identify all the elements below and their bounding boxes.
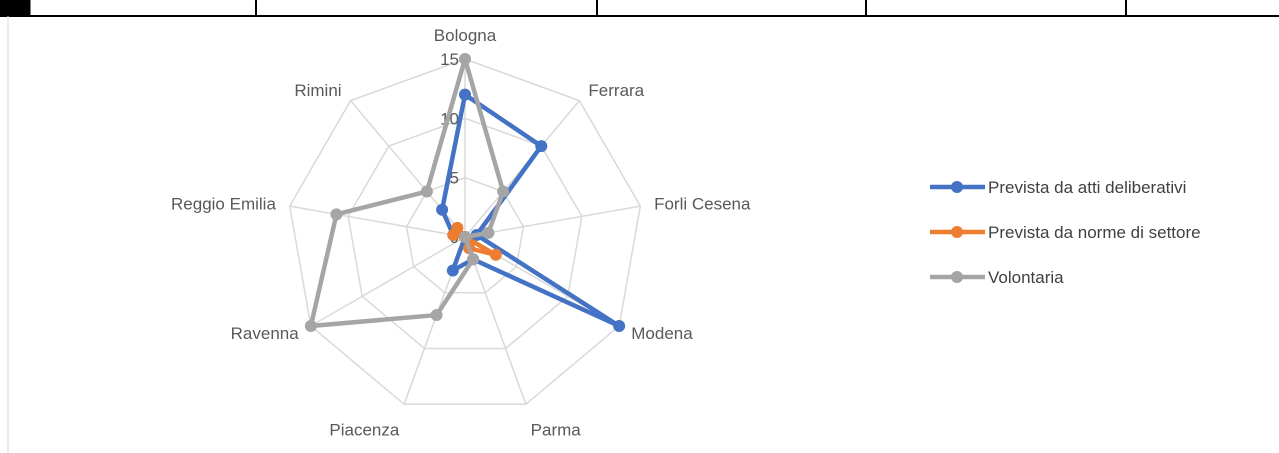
category-label: Ravenna <box>230 324 299 343</box>
category-label: Ferrara <box>588 80 645 100</box>
tick-label: 10 <box>440 109 459 129</box>
series-point <box>459 231 471 243</box>
legend-label: Prevista da norme di settore <box>988 223 1201 242</box>
category-label: Rimini <box>294 80 342 100</box>
top-border-mark <box>0 0 30 16</box>
legend-item <box>930 268 1064 287</box>
series-point <box>436 204 448 216</box>
series-point <box>447 264 459 276</box>
legend-label: Prevista da atti deliberativi <box>988 178 1187 197</box>
legend-item <box>930 223 1201 242</box>
category-label: Piacenza <box>329 420 400 440</box>
legend-swatch-marker <box>951 181 963 193</box>
category-label: Modena <box>631 324 693 343</box>
series-point <box>431 309 443 321</box>
series-point <box>535 140 547 152</box>
category-label: Reggio Emilia <box>171 194 276 214</box>
series-point <box>467 253 479 265</box>
series-point <box>330 208 342 220</box>
series-point <box>459 53 471 65</box>
series-point <box>421 186 433 198</box>
series-line <box>442 95 619 326</box>
legend-item <box>930 178 1186 197</box>
legend-label: Volontaria <box>988 268 1064 287</box>
legend-swatch-marker <box>951 226 963 238</box>
series-point <box>613 320 625 332</box>
tick-label: 15 <box>440 50 459 69</box>
series-point <box>459 89 471 101</box>
legend <box>930 178 1201 287</box>
series-point <box>497 186 509 198</box>
series-point <box>482 227 494 239</box>
tick-label: 5 <box>449 168 459 188</box>
series-point <box>305 320 317 332</box>
series-point <box>490 249 502 261</box>
legend-swatch-marker <box>951 271 963 283</box>
category-label: Forli Cesena <box>654 194 751 214</box>
category-label: Parma <box>530 420 581 440</box>
category-label: Bologna <box>433 26 497 45</box>
